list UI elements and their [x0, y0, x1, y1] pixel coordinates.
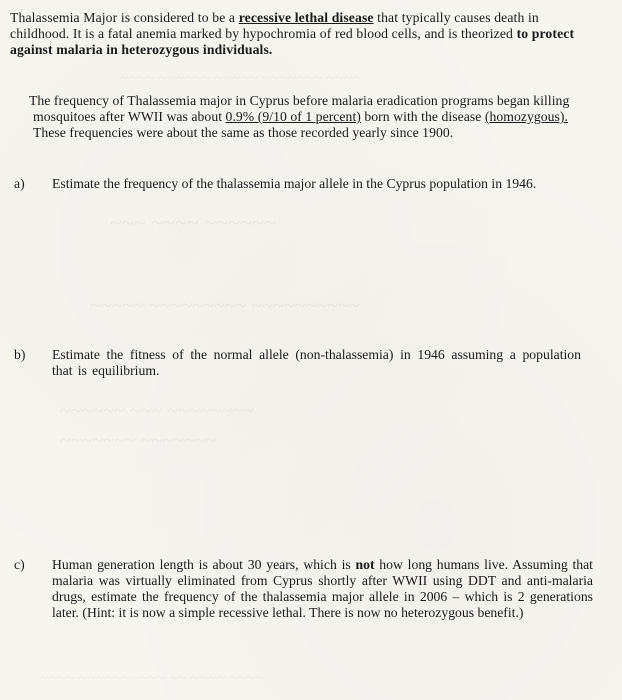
- part-a-question: Estimate the frequency of the thalassemia major allele in the Cyprus population in 1946.: [52, 176, 537, 191]
- bleed-through-marks: ~~~~ ~~~~~~ ~~~~~ ~~~~~~~ ~~~~: [120, 70, 362, 87]
- part-a-label: a): [14, 176, 25, 191]
- part-c-text: [14, 557, 593, 621]
- part-b: [14, 347, 581, 379]
- intro-malaria-protection: to protect against malaria in heterozygous individuals.: [10, 26, 575, 57]
- part-c-text1: Human generation length is about 30 years, which is: [52, 557, 356, 572]
- part-c-text2: how long humans live. Assuming that malaria was virtually eliminated from Cyprus shortly after WWII using DDT and anti-malaria drugs, estimate the frequency of the thalassemia major allele in 2006 – which is 2 generations later. (Hint: it is now a simple recessive lethal. There is now no heterozygous benefit.): [52, 557, 593, 620]
- question-3-frequency: 0.9% (9/10 of 1 percent): [225, 109, 361, 124]
- question-3-homozygous: (homozygous).: [484, 109, 569, 124]
- bleed-through-marks: ~~~~~~~ ~~~~~~~: [60, 430, 217, 452]
- part-c-label: c): [14, 557, 25, 572]
- intro-paragraph: [10, 10, 585, 58]
- intro-text-part1: Thalassemia Major is considered to be a: [10, 10, 239, 25]
- part-b-question: Estimate the fitness of the normal allele (non-thalassemia) in 1946 assuming a population that is equilibrium.: [52, 347, 581, 378]
- bleed-through-marks: ~~~~~~ ~~~ ~~~~~~~~: [60, 400, 254, 422]
- part-a: [14, 176, 577, 192]
- question-3-text1: The frequency of Thalassemia major in Cyprus before malaria eradication programs began killing mosquitoes after WWII was about: [29, 93, 570, 124]
- part-c-not: not: [355, 557, 375, 572]
- question-3-text2: born with the disease: [360, 109, 485, 124]
- part-c: [14, 557, 593, 621]
- part-b-text: [14, 347, 581, 379]
- bleed-through-marks: ~~~~ ~~~~~~~~~~ ~~ ~~~~ ~~~~: [40, 670, 264, 687]
- intro-recessive-lethal: recessive lethal disease: [238, 10, 374, 25]
- intro-text-part2: that typically causes death in childhood. It is a fatal anemia marked by hypochromia of red blood cells, and is theorized: [10, 10, 539, 41]
- part-a-text: [14, 176, 577, 192]
- question-3-text: [7, 93, 582, 141]
- bleed-through-marks: ~~~~~ ~~~~~~~~~ ~~~~~~~~~~: [90, 295, 360, 317]
- question-3-text3: These frequencies were about the same as those recorded yearly since 1900.: [33, 125, 454, 140]
- part-b-label: b): [14, 347, 26, 362]
- question-3-number: [7, 93, 29, 109]
- question-3: [7, 93, 582, 141]
- bleed-through-marks: ~~~ ~~~~ ~~~~~~: [110, 210, 276, 235]
